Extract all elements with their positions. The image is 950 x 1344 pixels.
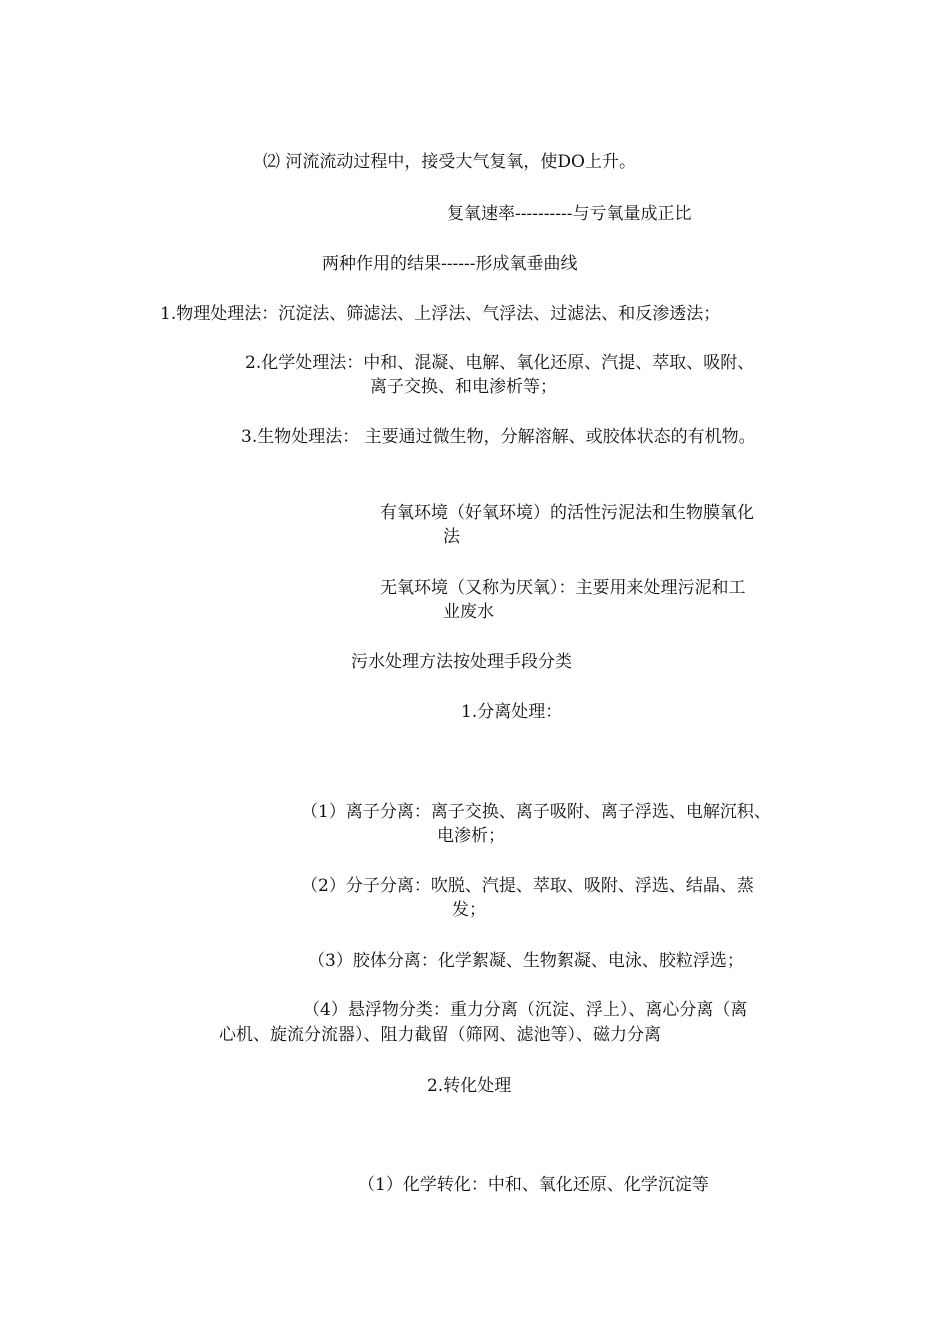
anaerobic-line2: 业废水 [443,602,494,622]
suspended-separation-line1: （4）悬浮物分类：重力分离（沉淀、浮上）、离心分离（离 [303,1000,748,1020]
suspended-separation-line2: 心机、旋流分流器）、阻力截留（筛网、滤池等）、磁力分离 [219,1025,661,1045]
anaerobic-line1: 无氧环境（又称为厌氧）：主要用来处理污泥和工 [380,578,746,598]
biological-methods-text: 3.生物处理法： 主要通过微生物，分解溶解、或胶体状态的有机物。 [241,427,756,447]
colloid-separation-text: （3）胶体分离：化学絮凝、生物絮凝、电泳、胶粒浮选； [308,951,744,971]
classification-heading: 污水处理方法按处理手段分类 [351,652,572,672]
chemical-methods-line2: 离子交换、和电渗析等； [370,377,557,397]
reaeration-rate-text: 复氧速率----------与亏氧量成正比 [447,204,692,224]
physical-methods-text: 1.物理处理法：沉淀法、筛滤法、上浮法、气浮法、过滤法、和反渗透法； [160,304,721,324]
two-effects-text: 两种作用的结果------形成氧垂曲线 [322,254,578,274]
aerobic-line2: 法 [443,527,460,547]
molecular-separation-line2: 发； [452,900,486,920]
chemical-methods-line1: 2.化学处理法：中和、混凝、电解、氧化还原、汽提、萃取、吸附、 [245,353,755,373]
separation-heading: 1.分离处理： [461,702,563,722]
aerobic-line1: 有氧环境（好氧环境）的活性污泥法和生物膜氧化 [380,503,754,523]
molecular-separation-line1: （2）分子分离：吹脱、汽提、萃取、吸附、浮选、结晶、蒸 [301,876,754,896]
river-reaeration-text: ⑵ 河流流动过程中，接受大气复氧，使DO上升。 [263,152,636,172]
ion-separation-line2: 电渗析； [437,826,505,846]
chemical-conversion-text: （1）化学转化：中和、氧化还原、化学沉淀等 [358,1175,709,1195]
conversion-heading: 2.转化处理 [427,1076,512,1096]
ion-separation-line1: （1）离子分离：离子交换、离子吸附、离子浮选、电解沉积、 [301,802,771,822]
